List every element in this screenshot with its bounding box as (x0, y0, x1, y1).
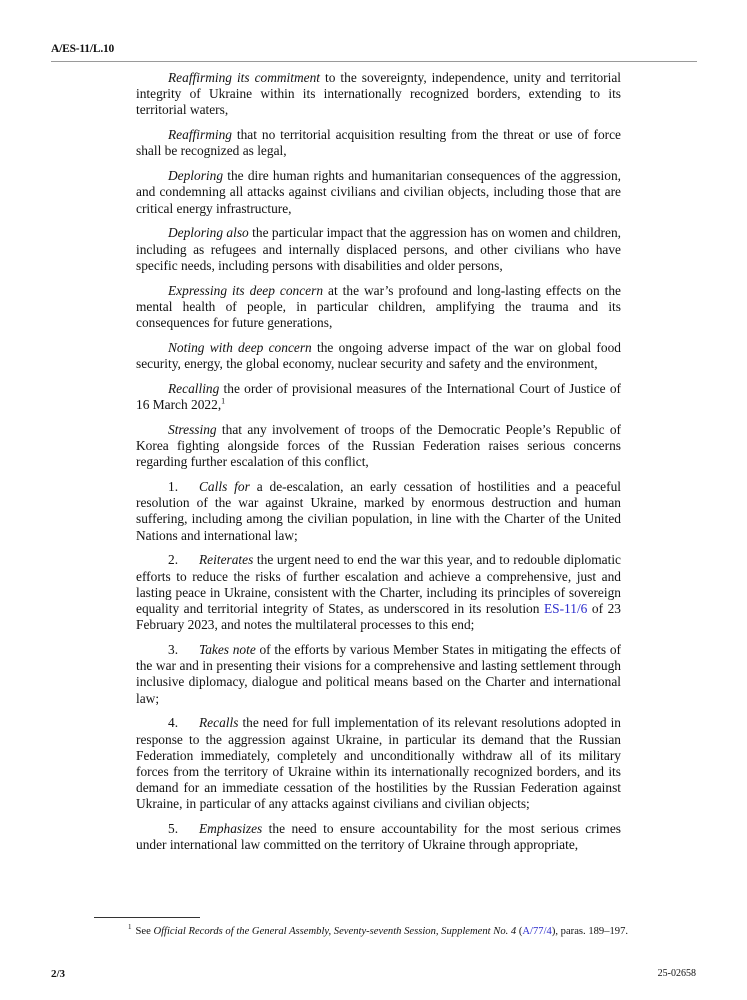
operative-paragraph: 3. Takes note of the efforts by various Member States in mitigating the effects of the war and in presenting their visions for a comprehensive and lasting settlement through inclusive diplomacy, dialogue and political means based on the Charter and international law; (136, 642, 622, 706)
operative-paragraph: 5. Emphasizes the need to ensure accountability for the most serious crimes under international law committed on the territory of Ukraine through appropriate, (136, 821, 621, 853)
paragraph-lead: Deploring (168, 168, 224, 184)
document-symbol: A/ES-11/L.10 (51, 43, 115, 55)
paragraph-number: 4. (168, 715, 179, 731)
paragraph-lead: Noting with deep concern (168, 339, 312, 355)
paragraph-lead: Deploring also (168, 225, 249, 241)
paragraph-lead: Reaffirming (168, 127, 232, 143)
footnote-source: Official Records of the General Assembly, Seventy-seventh Session, Supplement No. 4 (153, 926, 517, 937)
paragraph-lead: Calls for (199, 479, 250, 495)
resolution-body (136, 70, 621, 862)
preambular-paragraph: Deploring the dire human rights and humanitarian consequences of the aggression, and condemning all attacks against civilians and civilian objects, including those that are critical energy infrastructure, (136, 168, 621, 216)
paragraph-lead: Reaffirming its commitment (168, 70, 321, 85)
footnote-divider (94, 917, 200, 918)
paragraph-lead: Recalling (168, 380, 220, 396)
preambular-paragraph: Noting with deep concern the ongoing adverse impact of the war on global food security, energy, the global economy, nuclear security and safety and the environment, (136, 339, 621, 372)
paragraph-lead: Stressing (168, 421, 217, 437)
paragraph-number: 5. (168, 821, 179, 837)
footnote: $^1$ See Official Records of the General Assembly, Seventy-seventh Session, Supplement No. 4 (A/77/4), paras. 189–197. (128, 923, 629, 937)
paragraph-number: 3. (168, 642, 179, 658)
footnote-link[interactable]: A/77/4 (522, 926, 552, 937)
paragraph-lead: Reiterates (199, 552, 254, 568)
preambular-paragraph: Stressing that any involvement of troops of the Democratic People’s Republic of Korea fighting alongside forces of the Russian Federation raises serious concerns regarding further escalation of this conflict, (136, 421, 621, 470)
preambular-paragraph: Reaffirming that no territorial acquisition resulting from the threat or use of force shall be recognized as legal, (136, 127, 621, 159)
preambular-paragraph: Expressing its deep concern at the war’s profound and long-lasting effects on the mental health of people, in particular children, amplifying the trauma and its consequences for future generations, (136, 282, 621, 331)
paragraph-number: 1. (168, 479, 179, 495)
preambular-paragraph: Recalling the order of provisional measures of the International Court of Justice of 16 March 2022,$^1$ (136, 380, 621, 413)
preambular-paragraph: Deploring also the particular impact that the aggression has on women and children, including as refugees and internally displaced persons, and other civilians who have specific needs, including persons with disabilities and older persons, (136, 225, 621, 273)
operative-paragraph: 1. Calls for a de-escalation, an early cessation of hostilities and a peaceful resolution of the war against Ukraine, marked by enormous destruction and human suffering, including among the civilian population, in line with the Charter of the United Nations and international law; (136, 479, 621, 543)
operative-paragraph: 2. Reiterates the urgent need to end the war this year, and to redouble diplomatic efforts to reduce the risks of further escalation and achieve a comprehensive, just and lasting peace in Ukraine, consistent with the Charter, including its principles of sovereign equality and territorial integrity of States, as underscored in its resolution ES-11/6 of 23 February 2023, and notes the multilateral processes to this end; (136, 552, 621, 633)
preambular-paragraph: Reaffirming its commitment to the sovereignty, independence, unity and territorial integrity of Ukraine within its internationally recognized borders, extending to its territorial waters, (136, 70, 621, 118)
paragraph-lead: Emphasizes (199, 821, 263, 837)
operative-paragraph: 4. Recalls the need for full implementation of its relevant resolutions adopted in response to the aggression against Ukraine, in particular its demand that the Russian Federation immediately, completely and unconditionally withdraw all of its military forces from the territory of Ukraine within its internationally recognized borders, and its demand for an immediate cessation of the hostilities by the Russian Federation against Ukraine, in particular of any attacks against civilians and civilian objects; (136, 715, 621, 812)
document-code: 25-02658 (657, 968, 696, 979)
page-number: 2/3 (51, 968, 66, 980)
footnote-mark: 1 (128, 923, 132, 932)
paragraph-lead: Takes note (199, 642, 256, 658)
paragraph-number: 2. (168, 552, 179, 568)
header-divider (51, 61, 697, 62)
resolution-link[interactable]: ES-11/6 (543, 601, 588, 617)
footnote-reference[interactable]: 1 (221, 396, 226, 406)
paragraph-lead: Expressing its deep concern (168, 282, 324, 298)
paragraph-lead: Recalls (199, 715, 239, 731)
